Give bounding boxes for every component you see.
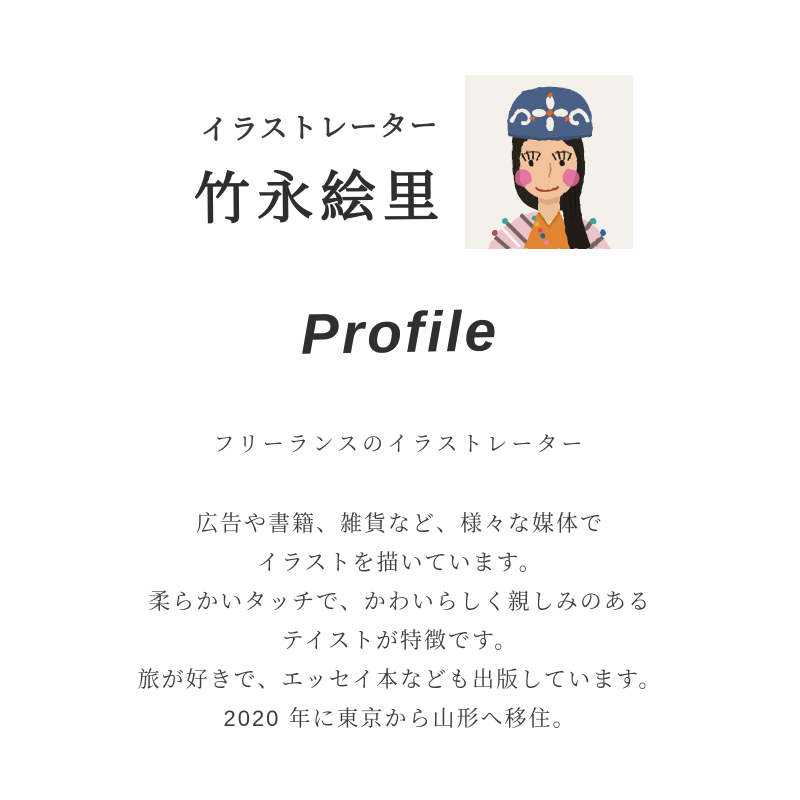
bio-line: イラストを描いています。: [257, 550, 543, 575]
right-cheek-blush: [563, 170, 580, 187]
bio-line: 旅が好きで、エッセイ本なども出版しています。: [137, 667, 663, 692]
folk-hat: [508, 87, 593, 141]
left-cheek-blush: [515, 170, 532, 187]
bio-line: 広告や書籍、雑貨など、様々な媒体で: [195, 511, 604, 536]
artist-role-label: イラストレーター: [200, 109, 440, 146]
artist-name: 竹永絵里: [193, 164, 447, 231]
illustrator-portrait-illustration: [465, 75, 633, 249]
bio-line: テイストが特徴です。: [281, 628, 519, 653]
artist-name-block: [170, 106, 470, 234]
bio-line: 柔らかいタッチで、かわいらしく親しみのある: [148, 589, 652, 614]
bio-line: 2020 年に東京から山形へ移住。: [223, 706, 577, 731]
profile-tagline: フリーランスのイラストレーター: [213, 433, 587, 456]
profile-heading: Profile: [300, 299, 500, 367]
bio-paragraph: [0, 504, 800, 738]
